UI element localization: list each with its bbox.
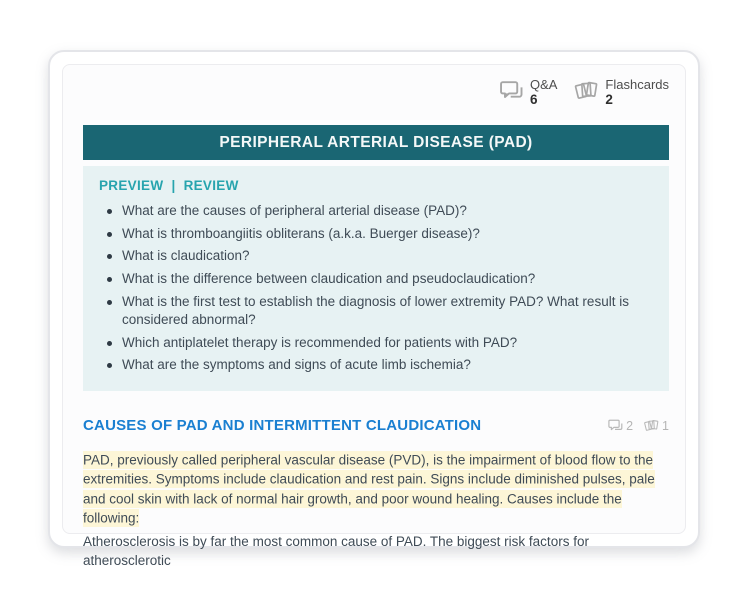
tab-separator: | <box>171 178 176 193</box>
highlighted-text: PAD, previously called peripheral vascular disease (PVD), is the impairment of blood flow to the extremities. Symptoms include claudication and rest pain. Signs include diminished pulses, pale and cool skin with lack of normal hair growth, and poor wound healing. Causes include the following: <box>83 452 655 526</box>
flashcards-count: 2 <box>605 92 613 108</box>
section-paragraph-body <box>83 533 669 571</box>
preview-review-tabs <box>99 178 653 193</box>
topic-title: PERIPHERAL ARTERIAL DISEASE (PAD) <box>219 133 533 151</box>
header-stats <box>83 77 669 109</box>
topic-title-bar <box>83 125 669 160</box>
section-paragraph-highlighted <box>83 450 669 528</box>
question-item: Which antiplatelet therapy is recommended for patients with PAD? <box>99 334 653 353</box>
qa-stat[interactable] <box>498 77 557 109</box>
section-stats <box>607 417 669 434</box>
question-item: What is the first test to establish the diagnosis of lower extremity PAD? What result is considered abnormal? <box>99 293 653 330</box>
section-heading[interactable]: CAUSES OF PAD AND INTERMITTENT CLAUDICATION <box>83 417 482 434</box>
section-qa-stat[interactable] <box>607 417 633 434</box>
flashcards-label: Flashcards <box>605 77 669 92</box>
tab-preview[interactable]: PREVIEW <box>99 178 164 193</box>
question-item: What are the causes of peripheral arterial disease (PAD)? <box>99 202 653 221</box>
section-header-row <box>83 417 669 434</box>
flashcards-icon <box>573 77 600 104</box>
qa-speech-bubble-icon <box>498 77 525 104</box>
question-list <box>99 202 653 375</box>
preview-review-panel <box>83 166 669 391</box>
qa-speech-bubble-icon <box>607 417 624 434</box>
tab-review[interactable]: REVIEW <box>183 178 239 193</box>
flashcards-icon <box>643 417 660 434</box>
section-flashcards-stat[interactable] <box>643 417 669 434</box>
question-item: What are the symptoms and signs of acute limb ischemia? <box>99 356 653 375</box>
qa-count: 6 <box>529 92 538 108</box>
section-flashcard-count: 1 <box>662 418 669 433</box>
question-item: What is claudication? <box>99 247 653 266</box>
content-card <box>48 50 700 569</box>
body-text: Atherosclerosis is by far the most common cause of PAD. The biggest risk factors for atherosclerotic <box>83 534 589 569</box>
flashcards-stat[interactable] <box>573 77 669 109</box>
question-item: What is thromboangiitis obliterans (a.k.a. Buerger disease)? <box>99 225 653 244</box>
lesson-panel <box>62 64 686 569</box>
section-qa-count: 2 <box>626 418 634 433</box>
question-item: What is the difference between claudication and pseudoclaudication? <box>99 270 653 289</box>
qa-label: Q&A <box>529 77 558 92</box>
